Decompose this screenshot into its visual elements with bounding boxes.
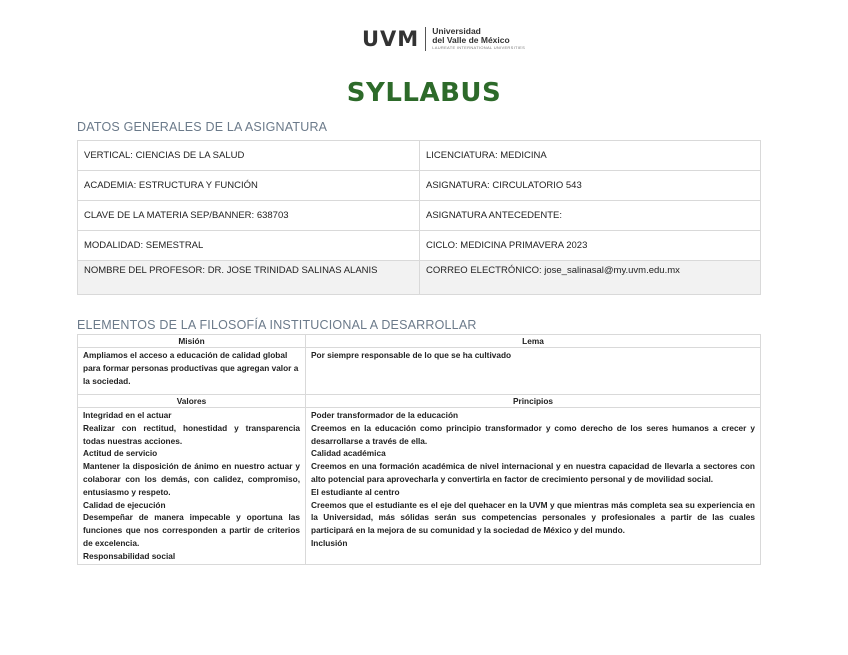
valor-text: Mantener la disposición de ánimo en nuestro actuar y colaborar con los demás, con calidez, compromiso, entusiasmo y respeto. [83,461,300,497]
table-cell: ASIGNATURA ANTECEDENTE: [420,201,761,231]
table-cell: CORREO ELECTRÓNICO: jose_salinasal@my.uvm.edu.mx [420,261,761,295]
valores-header: Valores [78,395,306,408]
principio-title: Inclusión [311,537,348,548]
table-row [78,231,761,261]
principio-text: Creemos en la educación como principio transformador y como derecho de los seres humanos a crecer y desarrollarse a través de ella. [311,422,755,446]
table-row [78,348,761,395]
table-row [78,261,761,295]
table-cell: VERTICAL: CIENCIAS DE LA SALUD [78,141,420,171]
valor-text: Realizar con rectitud, honestidad y transparencia todas nuestras acciones. [83,422,300,446]
table-cell: CICLO: MEDICINA PRIMAVERA 2023 [420,231,761,261]
table-cell: LICENCIATURA: MEDICINA [420,141,761,171]
table-row [78,141,761,171]
logo-line-1: Universidad [432,26,481,36]
table-cell: NOMBRE DEL PROFESOR: DR. JOSE TRINIDAD SALINAS ALANIS [78,261,420,295]
document-title: SYLLABUS [346,78,502,108]
principio-text: Creemos que el estudiante es el eje del quehacer en la UVM y que mientras más completa sea su experiencia en la Universidad, más sólidas serán sus competencias personales y profesionales a partir de las cuales participará en la mejora de su comunidad y la sociedad de México y del mundo. [311,499,755,536]
valor-title: Responsabilidad social [83,550,176,561]
philosophy-heading: ELEMENTOS DE LA FILOSOFÍA INSTITUCIONAL A DESARROLLAR [77,318,477,332]
lema-header: Lema [306,335,761,348]
table-row [78,171,761,201]
valores-list [78,408,306,565]
table-cell: ASIGNATURA: CIRCULATORIO 543 [420,171,761,201]
mision-header: Misión [78,335,306,348]
table-row [78,335,761,348]
valor-title: Calidad de ejecución [83,499,166,510]
logo-separator [425,27,426,51]
table-cell: CLAVE DE LA MATERIA SEP/BANNER: 638703 [78,201,420,231]
lema-text: Por siempre responsable de lo que se ha cultivado [306,348,761,395]
mision-text: Ampliamos el acceso a educación de calidad global para formar personas productivas que agregan valor a la sociedad. [78,348,306,395]
table-cell: ACADEMIA: ESTRUCTURA Y FUNCIÓN [78,171,420,201]
principio-title: Poder transformador de la educación [311,410,459,420]
general-data-table [77,140,761,295]
logo-line-2: del Valle de México [432,35,510,45]
valor-title: Integridad en el actuar [83,410,172,420]
philosophy-table [77,334,761,565]
principio-text: Creemos en una formación académica de nivel internacional y en nuestra capacidad de llevarla a sectores con alto potencial para aprovecharla y convertirla en factor de crecimiento personal y de movilidad social. [311,461,755,484]
logo-line-3: LAUREATE INTERNATIONAL UNIVERSITIES [432,45,526,50]
table-row [78,408,761,565]
principios-header: Principios [306,395,761,408]
valor-title: Actitud de servicio [83,448,158,459]
principios-list [306,408,761,565]
uvm-logo [362,24,525,54]
table-cell: MODALIDAD: SEMESTRAL [78,231,420,261]
logo-text [432,27,525,51]
logo-wordmark: UVM [362,27,420,51]
table-row [78,201,761,231]
general-data-heading: DATOS GENERALES DE LA ASIGNATURA [77,120,328,134]
principio-title: El estudiante al centro [311,486,400,497]
table-row [78,395,761,408]
valor-text: Desempeñar de manera impecable y oportuna las funciones que nos corresponden a partir de criterios de excelencia. [83,512,300,548]
principio-title: Calidad académica [311,448,386,459]
